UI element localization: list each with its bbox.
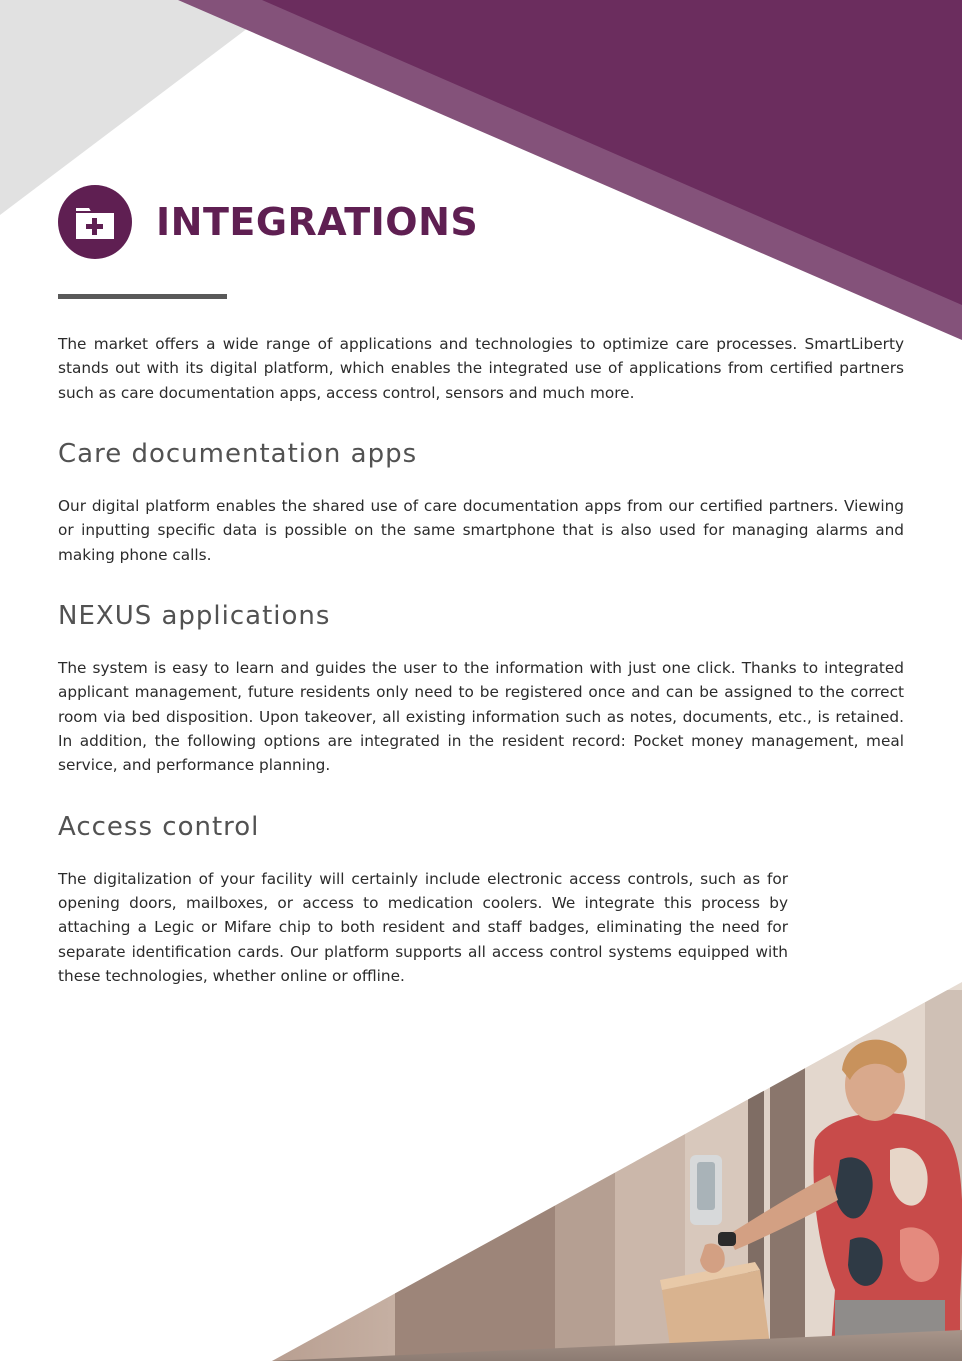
- section-body: The system is easy to learn and guides the user to the information with just one click. Thanks to integrated applicant management, future residents only need to be registered once and can be assigned to the correct room via bed disposition. Upon takeover, all existing information such as notes, documents, etc., is retained. In addition, the following options are integrated in the resident record: Pocket money management, meal service, and performance planning.: [58, 659, 904, 775]
- title-underline: [58, 294, 227, 299]
- intro-paragraph: The market offers a wide range of applications and technologies to optimize care processes. SmartLiberty stands out with its digital platform, which enables the integrated use of applications from certified partners such as care documentation apps, access control, sensors and much more.: [58, 335, 904, 402]
- folder-plus-icon: [58, 185, 132, 259]
- main-content: [58, 332, 904, 988]
- section-body: Our digital platform enables the shared use of care documentation apps from our certified partners. Viewing or inputting specific data is possible on the same smartphone that is also used for managing alarms and making phone calls.: [58, 497, 904, 564]
- section-heading: Access control: [58, 811, 260, 842]
- section-care-documentation: [58, 439, 904, 567]
- section-access-control: [58, 812, 904, 989]
- section-heading: Care documentation apps: [58, 438, 418, 469]
- section-heading: NEXUS applications: [58, 600, 331, 631]
- page-title: INTEGRATIONS: [156, 200, 479, 244]
- section-nexus-applications: [58, 601, 904, 778]
- page-header: [58, 184, 478, 260]
- section-body: The digitalization of your facility will certainly include electronic access controls, such as for opening doors, mailboxes, or access to medication coolers. We integrate this process by attaching a Legic or Mifare chip to both resident and staff badges, eliminating the need for separate identification cards. Our platform supports all access control systems equipped with these technologies, whether online or offline.: [58, 869, 788, 986]
